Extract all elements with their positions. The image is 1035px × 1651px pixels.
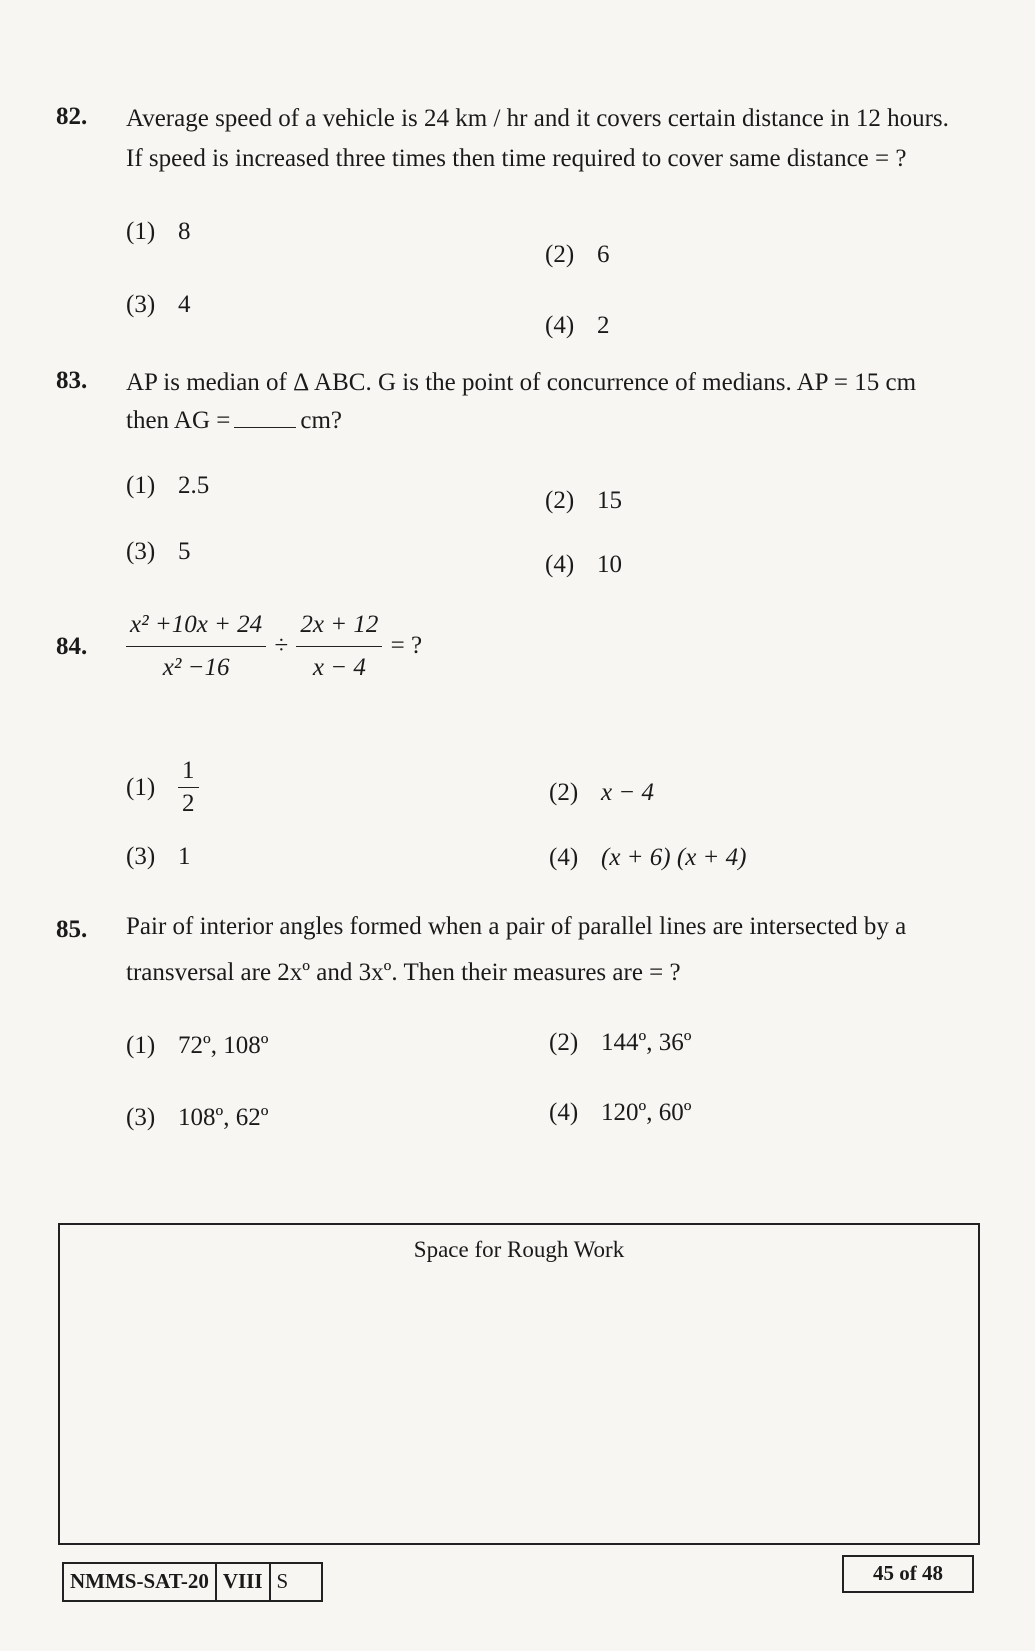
- question-83-text: [126, 364, 986, 439]
- option-label: (4): [545, 551, 575, 578]
- exam-code: NMMS-SAT-20: [64, 1564, 217, 1600]
- option-value: 8: [178, 218, 191, 245]
- option-value: 10: [597, 551, 622, 578]
- option-value: 120º, 60º: [601, 1099, 692, 1126]
- fraction-1-denominator: x² −16: [162, 653, 230, 681]
- q85-option-3[interactable]: [126, 1104, 269, 1132]
- option-fraction-numerator: 1: [178, 757, 199, 788]
- fraction-2: [296, 606, 382, 686]
- question-85-number: 85.: [56, 916, 88, 943]
- q84-option-1[interactable]: [126, 757, 199, 818]
- option-fraction: [178, 757, 199, 818]
- q84-option-2[interactable]: [549, 779, 654, 807]
- option-value: 144º, 36º: [601, 1029, 692, 1056]
- option-value: 15: [597, 487, 622, 514]
- question-83-number: 83.: [56, 367, 88, 394]
- question-84-expression: [126, 606, 424, 686]
- option-value: 2: [597, 312, 610, 339]
- divide-operator: ÷: [274, 632, 289, 660]
- option-label: (2): [549, 1029, 579, 1056]
- option-label: (1): [126, 773, 156, 801]
- option-label: (1): [126, 1032, 156, 1059]
- fraction-1: [126, 606, 266, 686]
- q82-option-3[interactable]: [126, 291, 191, 319]
- option-value: (x + 6) (x + 4): [601, 844, 747, 871]
- option-label: (3): [126, 843, 156, 870]
- question-82-line2: If speed is increased three times then time required to cover same distance = ?: [126, 144, 907, 172]
- option-value: 72º, 108º: [178, 1032, 269, 1059]
- option-label: (4): [545, 312, 575, 339]
- option-value: 4: [178, 291, 191, 318]
- footer-exam-code: [62, 1562, 323, 1602]
- q82-option-1[interactable]: [126, 218, 191, 246]
- q83-option-1[interactable]: [126, 472, 209, 500]
- option-value: x − 4: [601, 779, 654, 806]
- question-83-line1: AP is median of Δ ABC. G is the point of concurrence of medians. AP = 15 cm: [126, 369, 917, 396]
- option-value: 5: [178, 538, 191, 565]
- question-83-line2-end: cm?: [300, 406, 343, 434]
- option-label: (2): [549, 779, 579, 806]
- q85-option-4[interactable]: [549, 1099, 692, 1127]
- option-label: (4): [549, 844, 579, 871]
- question-85-line2: transversal are 2xº and 3xº. Then their measures are = ?: [126, 958, 681, 986]
- option-fraction-denominator: 2: [182, 790, 195, 817]
- page-number: 45 of 48: [842, 1555, 974, 1593]
- option-label: (3): [126, 1104, 156, 1131]
- question-84-number: 84.: [56, 633, 88, 660]
- option-label: (2): [545, 487, 575, 514]
- option-label: (2): [545, 241, 575, 268]
- fraction-2-denominator: x − 4: [312, 653, 366, 681]
- exam-class: VIII: [217, 1564, 271, 1600]
- option-label: (3): [126, 291, 156, 318]
- option-label: (3): [126, 538, 156, 565]
- rough-work-box: [58, 1223, 980, 1545]
- q85-option-1[interactable]: [126, 1032, 269, 1060]
- question-82-text: [126, 100, 986, 177]
- q84-option-4[interactable]: [549, 844, 746, 872]
- q83-option-4[interactable]: [545, 551, 622, 579]
- question-85-line1: Pair of interior angles formed when a pair of parallel lines are intersected by a: [126, 913, 907, 940]
- q84-option-3[interactable]: [126, 843, 191, 871]
- fraction-1-numerator: x² +10x + 24: [126, 606, 266, 647]
- question-82-number: 82.: [56, 103, 88, 130]
- q83-option-2[interactable]: [545, 487, 622, 515]
- q85-option-2[interactable]: [549, 1029, 692, 1057]
- rough-work-title: Space for Rough Work: [413, 1237, 625, 1262]
- option-label: (1): [126, 472, 156, 499]
- option-value: 108º, 62º: [178, 1104, 269, 1131]
- q83-option-3[interactable]: [126, 538, 191, 566]
- answer-blank: [234, 407, 296, 428]
- fraction-2-numerator: 2x + 12: [296, 606, 382, 647]
- equals-question: = ?: [390, 632, 423, 660]
- question-85-text: [126, 908, 996, 991]
- option-label: (4): [549, 1099, 579, 1126]
- option-value: 1: [178, 843, 191, 870]
- q82-option-2[interactable]: [545, 241, 610, 269]
- exam-set: S: [276, 1569, 289, 1593]
- question-83-line2: [126, 402, 986, 440]
- question-82-line1: Average speed of a vehicle is 24 km / hr and it covers certain distance in 12 hours.: [126, 105, 949, 132]
- question-83-line2-start: then AG =: [126, 406, 231, 434]
- q82-option-4[interactable]: [545, 312, 610, 340]
- option-label: (1): [126, 218, 156, 245]
- option-value: 6: [597, 241, 610, 268]
- option-value: 2.5: [178, 472, 210, 499]
